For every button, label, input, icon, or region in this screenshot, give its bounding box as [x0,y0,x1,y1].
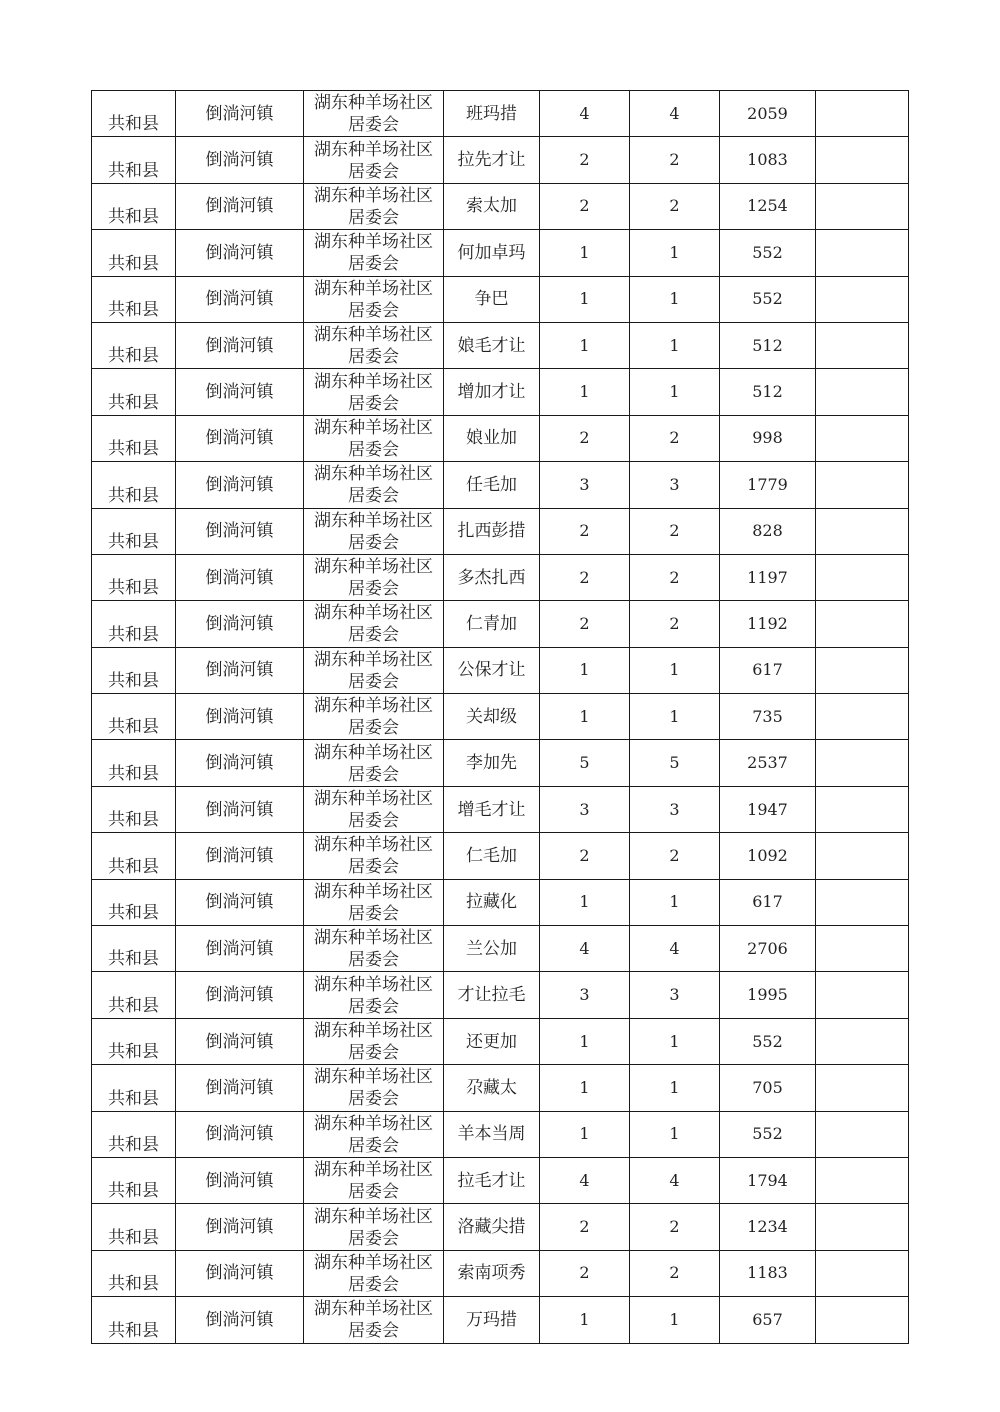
town-cell: 倒淌河镇 [176,740,304,786]
community-name: 湖东种羊场社区 [314,1021,433,1041]
town-cell: 倒淌河镇 [176,601,304,647]
community-name: 湖东种羊场社区 [314,278,433,299]
community-name: 湖东种羊场社区 [314,93,433,114]
community-name: 湖东种羊场社区 [314,371,433,392]
amount-cell: 1947 [720,786,816,832]
name-cell: 多杰扎西 [444,554,540,600]
county-cell: 共和县 [92,694,176,740]
county-cell: 共和县 [92,647,176,693]
table-row [92,369,909,415]
community-suffix: 居委会 [348,1182,399,1203]
community-cell [304,462,444,508]
amount-cell: 1197 [720,554,816,600]
name-cell: 李加先 [444,740,540,786]
people-cell: 4 [630,1157,720,1203]
note-cell [816,462,909,508]
table-row [92,1157,909,1203]
note-cell [816,137,909,183]
households-cell: 1 [540,1111,630,1157]
note-cell [816,554,909,600]
community-cell [304,230,444,276]
people-cell: 2 [630,137,720,183]
assistance-table [91,90,909,1344]
name-cell: 兰公加 [444,926,540,972]
name-cell: 索太加 [444,183,540,229]
town-cell: 倒淌河镇 [176,554,304,600]
table-row [92,833,909,879]
households-cell: 1 [540,230,630,276]
county-cell: 共和县 [92,137,176,183]
town-cell: 倒淌河镇 [176,183,304,229]
community-suffix: 居委会 [348,300,399,321]
note-cell [816,786,909,832]
county-cell: 共和县 [92,926,176,972]
county-cell: 共和县 [92,462,176,508]
name-cell: 拉藏化 [444,879,540,925]
amount-cell: 552 [720,230,816,276]
town-cell: 倒淌河镇 [176,926,304,972]
town-cell: 倒淌河镇 [176,1250,304,1296]
name-cell: 羊本当周 [444,1111,540,1157]
households-cell: 4 [540,926,630,972]
households-cell: 1 [540,1297,630,1343]
households-cell: 4 [540,1157,630,1203]
community-suffix: 居委会 [348,671,399,692]
people-cell: 3 [630,786,720,832]
households-cell: 2 [540,1204,630,1250]
community-cell [304,369,444,415]
households-cell: 1 [540,369,630,415]
amount-cell: 2537 [720,740,816,786]
community-name: 湖东种羊场社区 [314,974,433,995]
community-suffix: 居委会 [348,950,399,971]
community-suffix: 居委会 [348,393,399,414]
amount-cell: 1092 [720,833,816,879]
table-row [92,137,909,183]
amount-cell: 1083 [720,137,816,183]
community-cell [304,786,444,832]
table-row [92,879,909,925]
town-cell: 倒淌河镇 [176,1204,304,1250]
amount-cell: 1234 [720,1204,816,1250]
amount-cell: 512 [720,322,816,368]
note-cell [816,926,909,972]
amount-cell: 828 [720,508,816,554]
table-row [92,1250,909,1296]
name-cell: 娘毛才让 [444,322,540,368]
note-cell [816,1018,909,1064]
table-row [92,322,909,368]
county-cell: 共和县 [92,1204,176,1250]
households-cell: 2 [540,415,630,461]
amount-cell: 998 [720,415,816,461]
name-cell: 万玛措 [444,1297,540,1343]
amount-cell: 1794 [720,1157,816,1203]
people-cell: 1 [630,647,720,693]
table-body [92,91,909,1344]
community-suffix: 居委会 [348,1321,399,1342]
amount-cell: 617 [720,647,816,693]
people-cell: 1 [630,879,720,925]
people-cell: 2 [630,833,720,879]
amount-cell: 1183 [720,1250,816,1296]
name-cell: 还更加 [444,1018,540,1064]
people-cell: 1 [630,1297,720,1343]
community-name: 湖东种羊场社区 [314,139,433,160]
community-cell [304,322,444,368]
community-name: 湖东种羊场社区 [314,1299,433,1320]
people-cell: 5 [630,740,720,786]
name-cell: 拉先才让 [444,137,540,183]
note-cell [816,230,909,276]
households-cell: 2 [540,833,630,879]
community-cell [304,554,444,600]
community-cell [304,740,444,786]
table-row [92,1111,909,1157]
amount-cell: 552 [720,1111,816,1157]
community-cell [304,1065,444,1111]
community-name: 湖东种羊场社区 [314,325,433,346]
community-suffix: 居委会 [348,996,399,1017]
town-cell: 倒淌河镇 [176,322,304,368]
community-name: 湖东种羊场社区 [314,742,433,763]
note-cell [816,972,909,1018]
town-cell: 倒淌河镇 [176,415,304,461]
community-cell [304,91,444,137]
people-cell: 1 [630,1111,720,1157]
people-cell: 3 [630,972,720,1018]
name-cell: 仁毛加 [444,833,540,879]
community-cell [304,1157,444,1203]
community-cell [304,833,444,879]
people-cell: 2 [630,415,720,461]
people-cell: 2 [630,554,720,600]
note-cell [816,369,909,415]
table-row [92,554,909,600]
name-cell: 扎西彭措 [444,508,540,554]
town-cell: 倒淌河镇 [176,647,304,693]
households-cell: 1 [540,1018,630,1064]
town-cell: 倒淌河镇 [176,369,304,415]
households-cell: 5 [540,740,630,786]
table-row [92,230,909,276]
town-cell: 倒淌河镇 [176,1297,304,1343]
town-cell: 倒淌河镇 [176,1111,304,1157]
amount-cell: 735 [720,694,816,740]
people-cell: 1 [630,694,720,740]
households-cell: 2 [540,183,630,229]
name-cell: 任毛加 [444,462,540,508]
community-suffix: 居委会 [348,1135,399,1156]
county-cell: 共和县 [92,230,176,276]
people-cell: 1 [630,1018,720,1064]
town-cell: 倒淌河镇 [176,462,304,508]
county-cell: 共和县 [92,1250,176,1296]
town-cell: 倒淌河镇 [176,786,304,832]
amount-cell: 2059 [720,91,816,137]
community-suffix: 居委会 [348,207,399,228]
community-suffix: 居委会 [348,1089,399,1110]
amount-cell: 617 [720,879,816,925]
community-suffix: 居委会 [348,161,399,182]
county-cell: 共和县 [92,833,176,879]
people-cell: 1 [630,276,720,322]
note-cell [816,1297,909,1343]
table-row [92,1065,909,1111]
community-name: 湖东种羊场社区 [314,1113,433,1134]
table-row [92,91,909,137]
amount-cell: 1254 [720,183,816,229]
community-cell [304,694,444,740]
community-suffix: 居委会 [348,903,399,924]
name-cell: 班玛措 [444,91,540,137]
county-cell: 共和县 [92,601,176,647]
households-cell: 2 [540,554,630,600]
county-cell: 共和县 [92,740,176,786]
community-suffix: 居委会 [348,1043,399,1063]
table-row [92,508,909,554]
people-cell: 4 [630,91,720,137]
table-row [92,601,909,647]
county-cell: 共和县 [92,1065,176,1111]
name-cell: 关却级 [444,694,540,740]
note-cell [816,879,909,925]
town-cell: 倒淌河镇 [176,1157,304,1203]
people-cell: 1 [630,1065,720,1111]
county-cell: 共和县 [92,1297,176,1343]
community-name: 湖东种羊场社区 [314,1206,433,1227]
name-cell: 洛藏尖措 [444,1204,540,1250]
county-cell: 共和县 [92,1157,176,1203]
community-name: 湖东种羊场社区 [314,649,433,670]
note-cell [816,91,909,137]
table-row [92,1204,909,1250]
community-cell [304,1018,444,1064]
name-cell: 索南项秀 [444,1250,540,1296]
name-cell: 拉毛才让 [444,1157,540,1203]
town-cell: 倒淌河镇 [176,972,304,1018]
table-row [92,183,909,229]
community-cell [304,1297,444,1343]
households-cell: 1 [540,879,630,925]
community-cell [304,276,444,322]
town-cell: 倒淌河镇 [176,1018,304,1064]
town-cell: 倒淌河镇 [176,833,304,879]
county-cell: 共和县 [92,1018,176,1064]
note-cell [816,322,909,368]
people-cell: 1 [630,369,720,415]
table-row [92,926,909,972]
county-cell: 共和县 [92,276,176,322]
town-cell: 倒淌河镇 [176,1065,304,1111]
community-cell [304,137,444,183]
community-cell [304,926,444,972]
community-suffix: 居委会 [348,532,399,553]
people-cell: 4 [630,926,720,972]
community-suffix: 居委会 [348,347,399,368]
households-cell: 2 [540,1250,630,1296]
community-suffix: 居委会 [348,811,399,832]
community-name: 湖东种羊场社区 [314,557,433,578]
amount-cell: 705 [720,1065,816,1111]
community-name: 湖东种羊场社区 [314,881,433,902]
note-cell [816,183,909,229]
households-cell: 3 [540,972,630,1018]
households-cell: 3 [540,462,630,508]
people-cell: 2 [630,1204,720,1250]
note-cell [816,1250,909,1296]
note-cell [816,1065,909,1111]
name-cell: 才让拉毛 [444,972,540,1018]
table-row [92,1297,909,1343]
amount-cell: 512 [720,369,816,415]
community-cell [304,879,444,925]
table-row [92,462,909,508]
community-suffix: 居委会 [348,115,399,136]
community-cell [304,1111,444,1157]
name-cell: 争巴 [444,276,540,322]
households-cell: 1 [540,276,630,322]
community-cell [304,1250,444,1296]
note-cell [816,833,909,879]
households-cell: 1 [540,694,630,740]
community-suffix: 居委会 [348,857,399,878]
community-name: 湖东种羊场社区 [314,789,433,810]
people-cell: 2 [630,508,720,554]
name-cell: 仁青加 [444,601,540,647]
community-suffix: 居委会 [348,439,399,460]
amount-cell: 657 [720,1297,816,1343]
households-cell: 1 [540,647,630,693]
community-cell [304,508,444,554]
community-suffix: 居委会 [348,1274,399,1295]
county-cell: 共和县 [92,786,176,832]
people-cell: 2 [630,1250,720,1296]
community-cell [304,183,444,229]
county-cell: 共和县 [92,508,176,554]
name-cell: 尕藏太 [444,1065,540,1111]
name-cell: 增加才让 [444,369,540,415]
people-cell: 1 [630,230,720,276]
community-name: 湖东种羊场社区 [314,464,433,485]
community-name: 湖东种羊场社区 [314,603,433,624]
table-row [92,1018,909,1064]
county-cell: 共和县 [92,91,176,137]
town-cell: 倒淌河镇 [176,137,304,183]
note-cell [816,1111,909,1157]
amount-cell: 1192 [720,601,816,647]
community-name: 湖东种羊场社区 [314,510,433,531]
households-cell: 4 [540,91,630,137]
county-cell: 共和县 [92,369,176,415]
county-cell: 共和县 [92,183,176,229]
note-cell [816,647,909,693]
county-cell: 共和县 [92,554,176,600]
table-row [92,276,909,322]
households-cell: 1 [540,1065,630,1111]
community-cell [304,647,444,693]
note-cell [816,694,909,740]
community-suffix: 居委会 [348,718,399,739]
county-cell: 共和县 [92,322,176,368]
community-suffix: 居委会 [348,486,399,507]
town-cell: 倒淌河镇 [176,276,304,322]
community-suffix: 居委会 [348,625,399,646]
amount-cell: 2706 [720,926,816,972]
people-cell: 3 [630,462,720,508]
households-cell: 1 [540,322,630,368]
community-name: 湖东种羊场社区 [314,1252,433,1273]
town-cell: 倒淌河镇 [176,508,304,554]
community-suffix: 居委会 [348,1228,399,1249]
name-cell: 增毛才让 [444,786,540,832]
households-cell: 2 [540,137,630,183]
community-name: 湖东种羊场社区 [314,835,433,856]
note-cell [816,1157,909,1203]
people-cell: 2 [630,601,720,647]
note-cell [816,276,909,322]
note-cell [816,601,909,647]
community-name: 湖东种羊场社区 [314,1067,433,1088]
county-cell: 共和县 [92,879,176,925]
amount-cell: 552 [720,1018,816,1064]
note-cell [816,1204,909,1250]
county-cell: 共和县 [92,972,176,1018]
note-cell [816,508,909,554]
note-cell [816,415,909,461]
community-cell [304,601,444,647]
amount-cell: 552 [720,276,816,322]
community-cell [304,415,444,461]
households-cell: 2 [540,601,630,647]
table-row [92,740,909,786]
community-name: 湖东种羊场社区 [314,417,433,438]
amount-cell: 1779 [720,462,816,508]
community-name: 湖东种羊场社区 [314,1160,433,1181]
town-cell: 倒淌河镇 [176,694,304,740]
table-row [92,694,909,740]
community-suffix: 居委会 [348,254,399,275]
name-cell: 何加卓玛 [444,230,540,276]
community-name: 湖东种羊场社区 [314,696,433,717]
community-suffix: 居委会 [348,579,399,600]
table-row [92,647,909,693]
community-name: 湖东种羊场社区 [314,185,433,206]
town-cell: 倒淌河镇 [176,230,304,276]
town-cell: 倒淌河镇 [176,91,304,137]
people-cell: 1 [630,322,720,368]
community-suffix: 居委会 [348,764,399,785]
town-cell: 倒淌河镇 [176,879,304,925]
table-row [92,972,909,1018]
community-name: 湖东种羊场社区 [314,232,433,253]
community-cell [304,1204,444,1250]
people-cell: 2 [630,183,720,229]
amount-cell: 1995 [720,972,816,1018]
note-cell [816,740,909,786]
name-cell: 公保才让 [444,647,540,693]
county-cell: 共和县 [92,415,176,461]
households-cell: 2 [540,508,630,554]
households-cell: 3 [540,786,630,832]
name-cell: 娘业加 [444,415,540,461]
table-row [92,415,909,461]
table-row [92,786,909,832]
community-cell [304,972,444,1018]
community-name: 湖东种羊场社区 [314,928,433,949]
county-cell: 共和县 [92,1111,176,1157]
